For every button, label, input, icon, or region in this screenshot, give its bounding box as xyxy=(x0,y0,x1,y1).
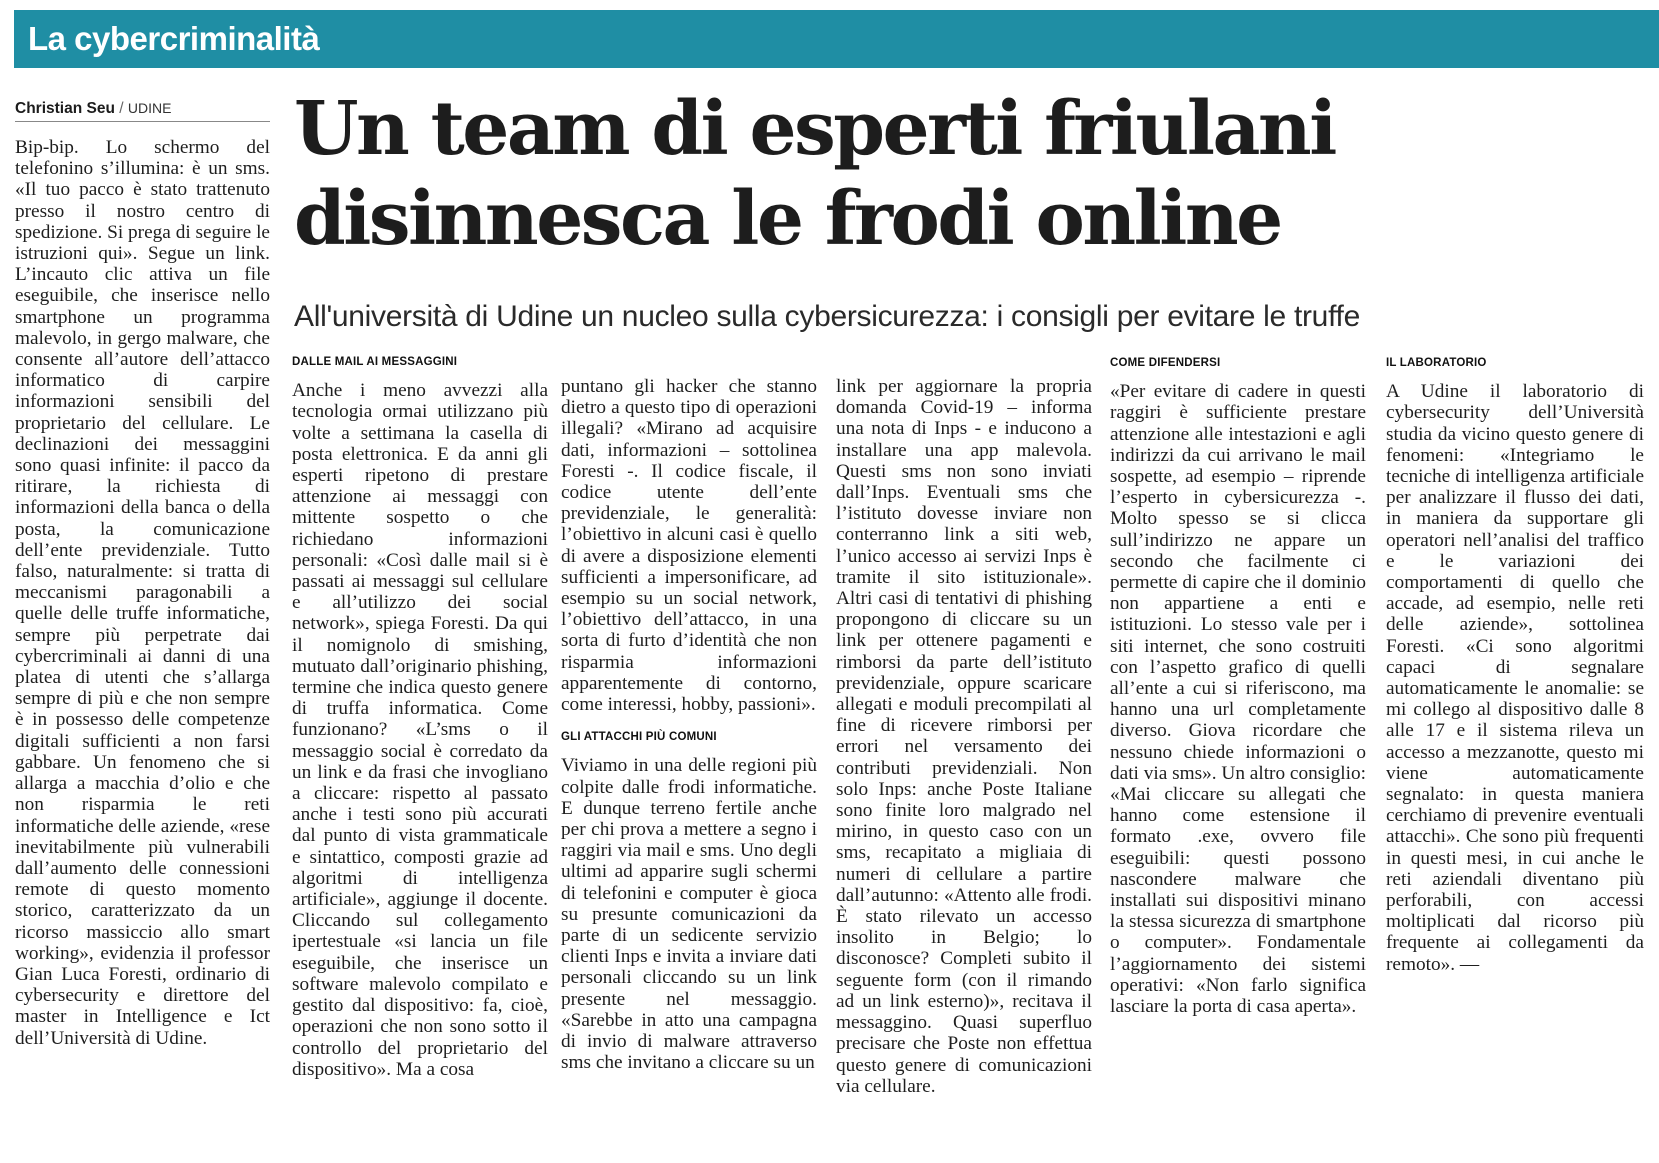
column-5-text: «Per evitare di cadere in questi raggiri è sufficiente prestare attenzione alle intestazioni e agli indirizzi da cui arrivano le mail sospette, ad esempio – riprende l’esperto in cybersicurezza -. Molto spesso se si clicca sull’indirizzo ne appare un secondo che facilmente ci permette di capire che il dominio non appartiene a enti e istituzioni. Lo stesso vale per i siti internet, che sono costruiti con l’aspetto grafico di quelli all’ente a cui si riferiscono, ma hanno una url completamente diverso. Giova ricordare che nessuno chiede informazioni o dati via sms». Un altro consiglio: «Mai cliccare su allegati che hanno come estensione il formato .exe, ovvero file eseguibili: questi possono nascondere malware che installati sui dispositivi minano la stessa sicurezza di smartphone o computer». Fondamentale l’aggiornamento dei sistemi operativi: «Non farlo significa lasciare la porta di casa aperta». xyxy=(1110,381,1366,1018)
section-bar xyxy=(14,10,1659,68)
column-6-text: A Udine il laboratorio di cybersecurity dell’Università studia da vicino questo genere di fenomeni: «Integriamo le tecniche di intelligenza artificiale per analizzare il flusso dei dati, in maniera da supportare gli operatori nell’analisi del traffico e le variazioni dei comportamenti di quello che accade, ad esempio, nelle reti delle aziende», sottolinea Foresti. «Ci sono algoritmi capaci di segnalare automaticamente le anomalie: se mi collego al dispositivo dalle 8 alle 17 e il sistema rileva un accesso a mezzanotte, questo mi viene automaticamente segnalato: in questa maniera cerchiamo di prevenire eventuali attacchi». Che sono più frequenti in questi mesi, in cui anche le reti aziendali diventano più perforabili, con accessi moltiplicati dal ricorso più frequente ai collegamenti da remoto». — xyxy=(1386,381,1644,975)
article-column-6 xyxy=(1386,353,1644,975)
byline-location: UDINE xyxy=(127,100,172,116)
column-1-text: Bip-bip. Lo schermo del telefonino s’illumina: è un sms. «Il tuo pacco è stato trattenuto presso il nostro centro di spedizione. Si prega di seguire le istruzioni qui». Segue un link. L’incauto clic attiva un file eseguibile, che inserisce nello smartphone un programma malevolo, in gergo malware, che consente all’autore dell’attacco informatico di carpire informazioni sensibili del proprietario del cellulare. Le declinazioni dei messaggini sono quasi infinite: il pacco da ritirare, la richiesta di informazioni della banca o della posta, la comunicazione dell’ente previdenziale. Tutto falso, naturalmente: si tratta di meccanismi paragonabili a quelle delle truffe informatiche, sempre più perpetrate dai cybercriminali ai danni di una platea di utenti che s’allarga sempre di più e che non sempre è in possesso delle competenze digitali sufficienti a non farsi gabbare. Un fenomeno che si allarga a macchia d’olio e che non risparmia le reti informatiche delle aziende, «rese inevitabilmente più vulnerabili dall’aumento delle connessioni remote di questo momento storico, caratterizzato da un ricorso massiccio allo smart working», evidenzia il professor Gian Luca Foresti, ordinario di cybersecurity e direttore del master in Intelligence e Ict dell’Università di Udine. xyxy=(15,137,270,1049)
headline-line-1: Un team di esperti friulani xyxy=(294,86,1335,172)
byline xyxy=(15,100,270,122)
article-column-2 xyxy=(292,352,548,1080)
article-column-1 xyxy=(15,137,270,1049)
article-column-4 xyxy=(836,376,1092,1097)
kicker-laboratorio: IL LABORATORIO xyxy=(1386,357,1487,369)
column-3-text-1: puntano gli hacker che stanno dietro a questo tipo di operazioni illegali? «Mirano ad acquisire dati, informazioni – sottolinea Foresti -. Il codice fiscale, il codice utente dell’ente previdenziale, le generalità: l’obiettivo in alcuni casi è quello di avere a disposizione elementi sufficienti a impersonificare, ad esempio su un social network, l’obiettivo dell’attacco, in una sorta di furto d’identità che non risparmia informazioni apparentemente di contorno, come interessi, hobby, passioni». xyxy=(561,376,817,716)
headline xyxy=(294,84,1654,264)
kicker-attacchi-comuni: GLI ATTACCHI PIÙ COMUNI xyxy=(561,731,717,744)
kicker-mail-messaggini: DALLE MAIL AI MESSAGGINI xyxy=(292,356,458,368)
column-2-text: Anche i meno avvezzi alla tecnologia ormai utilizzano più volte a settimana la casella di posta elettronica. E da anni gli esperti ripetono di prestare attenzione ai messaggi con mittente sospetto o che richiedano informazioni personali: «Così dalle mail si è passati ai messaggi sul cellulare e all’utilizzo dei social network», spiega Foresti. Da qui il nomignolo di smishing, mutuato dall’originario phishing, termine che indica questo genere di truffa informatica. Come funzionano? «L’sms o il messaggio social è corredato da un link e da frasi che invogliano a cliccare: rispetto al passato anche i testi sono più accurati dal punto di vista grammaticale e sintattico, composti grazie ad algoritmi di intelligenza artificiale», aggiunge il docente. Cliccando sul collegamento ipertestuale «si lancia un file eseguibile, che inserisce un software malevolo compilato e gestito dal dispositivo: fa, cioè, operazioni che non sono sotto il controllo del proprietario del dispositivo». Ma a cosa xyxy=(292,380,548,1080)
byline-author: Christian Seu xyxy=(15,100,115,117)
article-column-3 xyxy=(561,376,817,1074)
kicker-come-difendersi: COME DIFENDERSI xyxy=(1110,357,1221,369)
byline-separator: / xyxy=(119,100,124,117)
column-4-text: link per aggiornare la propria domanda Covid-19 – informa una nota di Inps - e inducono a installare una app malevola. Questi sms non sono inviati dall’Inps. Eventuali sms che l’istituto dovesse inviare non conterranno link a siti web, l’unico accesso ai servizi Inps è tramite il sito istituzionale». Altri casi di tentativi di phishing propongono di cliccare su un link per ottenere pagamenti e rimborsi da parte dell’istituto previdenziale, oppure scaricare allegati e moduli precompilati al fine di ricevere rimborsi per errori nel versamento dei contributi previdenziali. Non solo Inps: anche Poste Italiane sono finite loro malgrado nel mirino, in questo caso con un sms, recapitato a migliaia di numeri di cellulare a partire dall’autunno: «Attento alle frodi. È stato rilevato un accesso insolito in Belgio; lo disconosce? Completi subito il seguente form (con il rimando ad un link esterno)», recitava il messaggino. Quasi superfluo precisare che Poste non effettua questo genere di comunicazioni via cellulare. xyxy=(836,376,1092,1097)
section-label: La cybercriminalità xyxy=(28,20,320,57)
column-3-text-2: Viviamo in una delle regioni più colpite dalle frodi informatiche. E dunque terreno fertile anche per chi prova a mettere a segno i raggiri via mail e sms. Uno degli ultimi ad apparire sugli schermi di telefonini e computer è gioca su presunte comunicazioni da parte di un sedicente servizio clienti Inps e invita a inviare dati personali cliccando su un link presente nel messaggio. «Sarebbe in atto una campagna di invio di malware attraverso sms che invitano a cliccare su un xyxy=(561,755,817,1074)
article-column-5 xyxy=(1110,353,1366,1017)
headline-line-2: disinnesca le frodi online xyxy=(294,176,1281,262)
subtitle: All'università di Udine un nucleo sulla cybersicurezza: i consigli per evitare le truffe xyxy=(294,300,1360,333)
